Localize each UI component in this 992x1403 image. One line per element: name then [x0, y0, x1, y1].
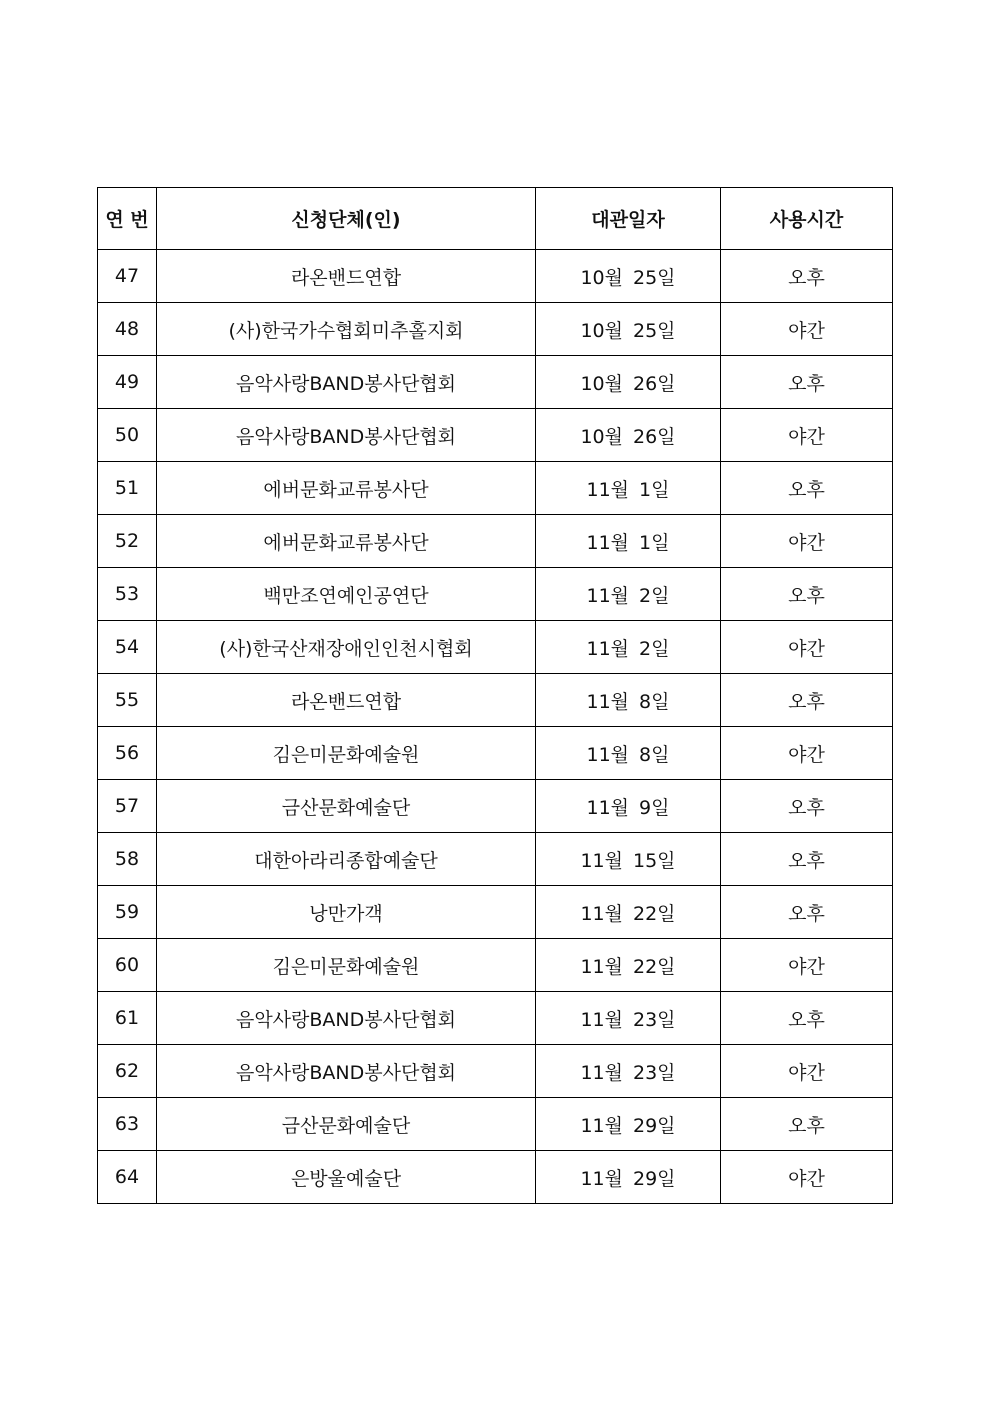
row-date-month: 10월	[580, 319, 623, 342]
row-applicant: 금산문화예술단	[157, 1098, 536, 1151]
row-date-day: 23일	[633, 1061, 676, 1084]
row-number: 59	[98, 886, 157, 939]
row-number: 47	[98, 250, 157, 303]
row-date	[536, 621, 721, 674]
row-number: 60	[98, 939, 157, 992]
row-time: 야간	[721, 939, 893, 992]
header-applicant: 신청단체(인)	[157, 188, 536, 250]
row-date-day: 25일	[633, 319, 676, 342]
row-applicant: 에버문화교류봉사단	[157, 462, 536, 515]
row-applicant: 은방울예술단	[157, 1151, 536, 1204]
row-date-month: 11월	[580, 1061, 623, 1084]
row-date	[536, 250, 721, 303]
table-row	[98, 833, 893, 886]
row-time: 오후	[721, 886, 893, 939]
row-date-month: 11월	[586, 584, 630, 607]
row-date-day: 1일	[639, 478, 670, 501]
table-row	[98, 409, 893, 462]
row-date-month: 11월	[586, 743, 630, 766]
row-applicant: 금산문화예술단	[157, 780, 536, 833]
row-time: 야간	[721, 1045, 893, 1098]
row-applicant: 음악사랑BAND봉사단협회	[157, 409, 536, 462]
table-row	[98, 250, 893, 303]
row-date	[536, 409, 721, 462]
row-applicant: 음악사랑BAND봉사단협회	[157, 992, 536, 1045]
row-time: 오후	[721, 462, 893, 515]
table-row	[98, 992, 893, 1045]
row-date-day: 23일	[633, 1008, 676, 1031]
row-number: 50	[98, 409, 157, 462]
row-number: 54	[98, 621, 157, 674]
row-number: 56	[98, 727, 157, 780]
row-number: 57	[98, 780, 157, 833]
table-header-row	[98, 188, 893, 250]
row-number: 49	[98, 356, 157, 409]
row-number: 64	[98, 1151, 157, 1204]
row-date	[536, 674, 721, 727]
row-date-day: 2일	[639, 584, 670, 607]
row-date	[536, 462, 721, 515]
row-date	[536, 1151, 721, 1204]
table-row	[98, 303, 893, 356]
table-row	[98, 621, 893, 674]
table-row	[98, 674, 893, 727]
header-number: 연 번	[98, 188, 157, 250]
row-time: 오후	[721, 1098, 893, 1151]
row-date-month: 11월	[586, 478, 630, 501]
row-date	[536, 303, 721, 356]
row-applicant: 라온밴드연합	[157, 250, 536, 303]
row-time: 야간	[721, 409, 893, 462]
table-row	[98, 886, 893, 939]
row-number: 48	[98, 303, 157, 356]
row-time: 오후	[721, 674, 893, 727]
table-row	[98, 1098, 893, 1151]
row-date-day: 26일	[633, 372, 676, 395]
row-date-month: 10월	[580, 266, 623, 289]
row-date	[536, 992, 721, 1045]
row-applicant: 라온밴드연합	[157, 674, 536, 727]
row-date-month: 10월	[580, 372, 623, 395]
header-date: 대관일자	[536, 188, 721, 250]
row-applicant: 낭만가객	[157, 886, 536, 939]
row-date	[536, 727, 721, 780]
row-date-month: 11월	[580, 849, 623, 872]
row-applicant: 백만조연예인공연단	[157, 568, 536, 621]
row-date-month: 11월	[586, 531, 630, 554]
row-date-month: 10월	[580, 425, 623, 448]
row-time: 오후	[721, 780, 893, 833]
row-applicant: 김은미문화예술원	[157, 727, 536, 780]
row-date	[536, 568, 721, 621]
row-time: 야간	[721, 303, 893, 356]
row-time: 야간	[721, 515, 893, 568]
row-applicant: (사)한국산재장애인인천시협회	[157, 621, 536, 674]
table-row	[98, 1151, 893, 1204]
table-row	[98, 462, 893, 515]
row-date-day: 8일	[639, 743, 670, 766]
row-date-day: 22일	[633, 902, 676, 925]
table-row	[98, 515, 893, 568]
row-number: 51	[98, 462, 157, 515]
row-date-day: 9일	[639, 796, 670, 819]
row-number: 53	[98, 568, 157, 621]
row-number: 52	[98, 515, 157, 568]
row-date-day: 2일	[639, 637, 670, 660]
row-date	[536, 886, 721, 939]
table-row	[98, 1045, 893, 1098]
row-time: 오후	[721, 250, 893, 303]
row-time: 오후	[721, 356, 893, 409]
row-date	[536, 939, 721, 992]
row-date-day: 8일	[639, 690, 670, 713]
row-time: 야간	[721, 1151, 893, 1204]
row-time: 오후	[721, 833, 893, 886]
row-date-day: 25일	[633, 266, 676, 289]
row-date-month: 11월	[586, 637, 630, 660]
row-date-day: 29일	[633, 1114, 676, 1137]
row-number: 61	[98, 992, 157, 1045]
row-applicant: 김은미문화예술원	[157, 939, 536, 992]
row-time: 야간	[721, 727, 893, 780]
row-applicant: 대한아라리종합예술단	[157, 833, 536, 886]
row-time: 오후	[721, 568, 893, 621]
row-applicant: 음악사랑BAND봉사단협회	[157, 1045, 536, 1098]
table-row	[98, 568, 893, 621]
row-date-month: 11월	[586, 690, 630, 713]
header-time: 사용시간	[721, 188, 893, 250]
row-number: 62	[98, 1045, 157, 1098]
row-date-day: 1일	[639, 531, 670, 554]
row-applicant: 에버문화교류봉사단	[157, 515, 536, 568]
row-date-day: 26일	[633, 425, 676, 448]
row-date-month: 11월	[580, 1114, 623, 1137]
row-date-month: 11월	[580, 955, 623, 978]
row-date	[536, 833, 721, 886]
row-number: 55	[98, 674, 157, 727]
row-date-month: 11월	[580, 1008, 623, 1031]
table-row	[98, 780, 893, 833]
row-date	[536, 515, 721, 568]
row-time: 오후	[721, 992, 893, 1045]
row-date-month: 11월	[580, 902, 623, 925]
row-date	[536, 1045, 721, 1098]
row-applicant: (사)한국가수협회미추홀지회	[157, 303, 536, 356]
table-row	[98, 727, 893, 780]
row-number: 63	[98, 1098, 157, 1151]
row-date-month: 11월	[580, 1167, 623, 1190]
table-row	[98, 939, 893, 992]
row-date-month: 11월	[586, 796, 630, 819]
row-date	[536, 1098, 721, 1151]
row-date-day: 29일	[633, 1167, 676, 1190]
row-date-day: 15일	[633, 849, 676, 872]
row-number: 58	[98, 833, 157, 886]
row-time: 야간	[721, 621, 893, 674]
table-body	[98, 250, 893, 1204]
rental-schedule-table	[97, 187, 893, 1204]
table-row	[98, 356, 893, 409]
row-date	[536, 780, 721, 833]
row-date-day: 22일	[633, 955, 676, 978]
row-applicant: 음악사랑BAND봉사단협회	[157, 356, 536, 409]
row-date	[536, 356, 721, 409]
